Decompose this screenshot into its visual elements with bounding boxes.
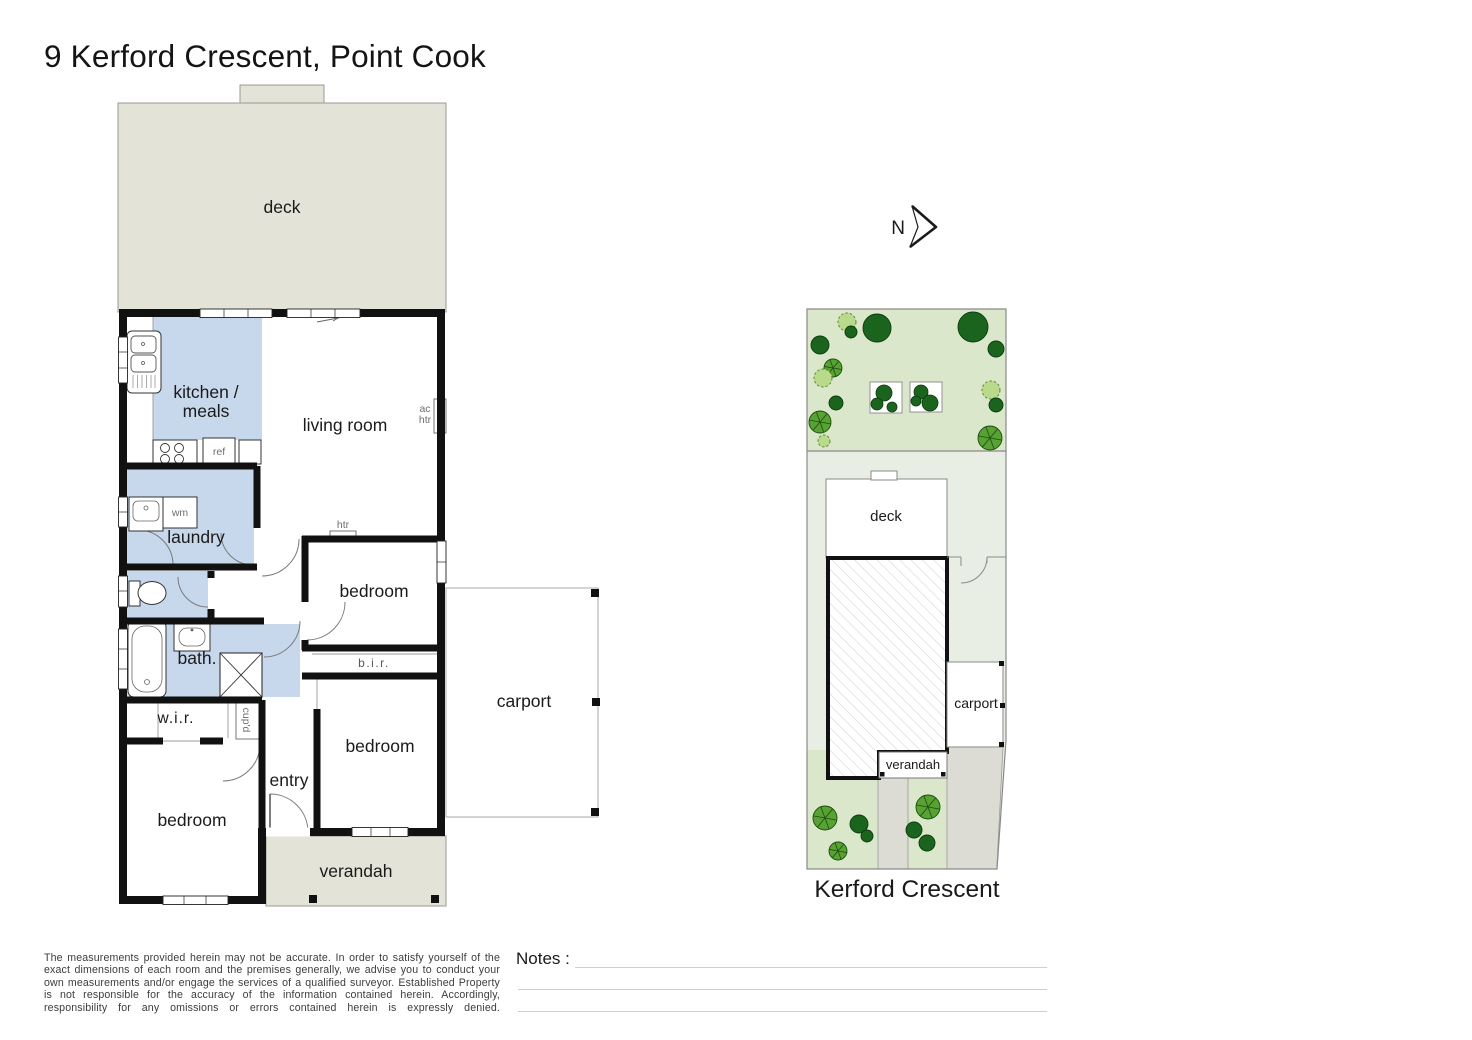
verandah-post: [431, 895, 439, 903]
tree-dark: [958, 312, 988, 342]
tree-light: [982, 381, 1000, 399]
label-bir: b.i.r.: [358, 656, 390, 670]
label-deck: deck: [263, 197, 301, 217]
shower: [220, 653, 262, 697]
tree-light: [818, 435, 830, 447]
tree-dark: [845, 326, 857, 338]
carport-post: [591, 808, 599, 816]
carport-post: [592, 698, 600, 706]
basin: [174, 623, 210, 651]
kitchen-sink: [127, 331, 161, 393]
tree-radial: [978, 426, 1002, 450]
tree-dark: [811, 336, 829, 354]
carport-post: [591, 589, 599, 597]
tree-dark: [861, 830, 873, 842]
notes-label: Notes :: [516, 949, 570, 968]
laundry-trough: [129, 497, 163, 531]
label-ac-htr: htr: [418, 414, 432, 426]
label-kitchen-1: kitchen /: [173, 382, 239, 402]
north-label: N: [891, 218, 905, 239]
north-arrow: [891, 206, 936, 247]
tree-dark: [906, 822, 922, 838]
label-bath: bath.: [177, 648, 217, 668]
toilet: [129, 581, 166, 606]
floor-plan: [118, 85, 600, 906]
tree-light: [814, 369, 832, 387]
walkway: [878, 778, 908, 869]
tree-dark: [989, 398, 1003, 412]
site-carport-post: [999, 661, 1004, 666]
planter-box: [870, 382, 902, 413]
label-cupd: cup'd: [240, 707, 252, 733]
site-verandah-post: [880, 772, 885, 777]
site-house: [828, 558, 947, 778]
label-laundry: laundry: [167, 527, 225, 547]
label-wir: w.i.r.: [157, 710, 195, 727]
tree-radial: [813, 806, 837, 830]
site-label-carport: carport: [954, 695, 998, 711]
deck-step: [240, 85, 324, 104]
label-kitchen-2: meals: [182, 401, 230, 421]
label-ac: ac: [419, 403, 431, 415]
cooktop: [153, 440, 197, 464]
label-bedroom-left: bedroom: [157, 810, 227, 830]
tree-dark: [863, 314, 891, 342]
tree-radial: [916, 795, 940, 819]
site-label-deck: deck: [870, 508, 902, 525]
tree-radial: [829, 842, 847, 860]
page-title: 9 Kerford Crescent, Point Cook: [44, 38, 486, 74]
north-arrow-glyph: [910, 206, 936, 247]
label-ref: ref: [212, 446, 226, 458]
label-living-room: living room: [302, 415, 388, 435]
driveway: [947, 747, 1003, 869]
planter-box: [910, 382, 942, 412]
label-bedroom-mid: bedroom: [339, 581, 409, 601]
label-carport: carport: [496, 691, 552, 711]
site-carport-post: [1000, 703, 1005, 708]
street-name: Kerford Crescent: [814, 876, 1000, 903]
tree-radial: [809, 411, 831, 433]
site-deck-step: [871, 471, 897, 480]
site-verandah-post: [941, 772, 946, 777]
notes-line: [518, 1011, 1047, 1012]
front-yard-strip: [807, 750, 828, 778]
notes-line: [575, 967, 1047, 968]
site-label-verandah: verandah: [885, 757, 941, 772]
tree-dark: [988, 341, 1004, 357]
label-verandah: verandah: [319, 861, 393, 881]
bathtub: [128, 621, 166, 697]
verandah-post: [309, 895, 317, 903]
disclaimer-text: The measurements provided herein may not be accurate. In order to satisfy yourself of the exact dimensions of each room and the premises generally, we advise you to conduct your own measurements and/or engage the services of a qualified surveyor. Established Property is not responsible for the accuracy of the information contained herein. Accordingly, responsibility for any omissions or errors contained herein is expressly denied.: [44, 952, 500, 1014]
site-carport-post: [999, 742, 1004, 747]
tree-dark: [919, 835, 935, 851]
label-entry: entry: [269, 770, 309, 790]
tree-dark: [829, 396, 843, 410]
label-htr: htr: [336, 519, 350, 531]
pantry: [239, 440, 261, 464]
site-plan: [807, 309, 1006, 903]
label-wm: wm: [171, 507, 189, 519]
label-bedroom-right: bedroom: [345, 736, 415, 756]
notes-line: [518, 989, 1047, 990]
